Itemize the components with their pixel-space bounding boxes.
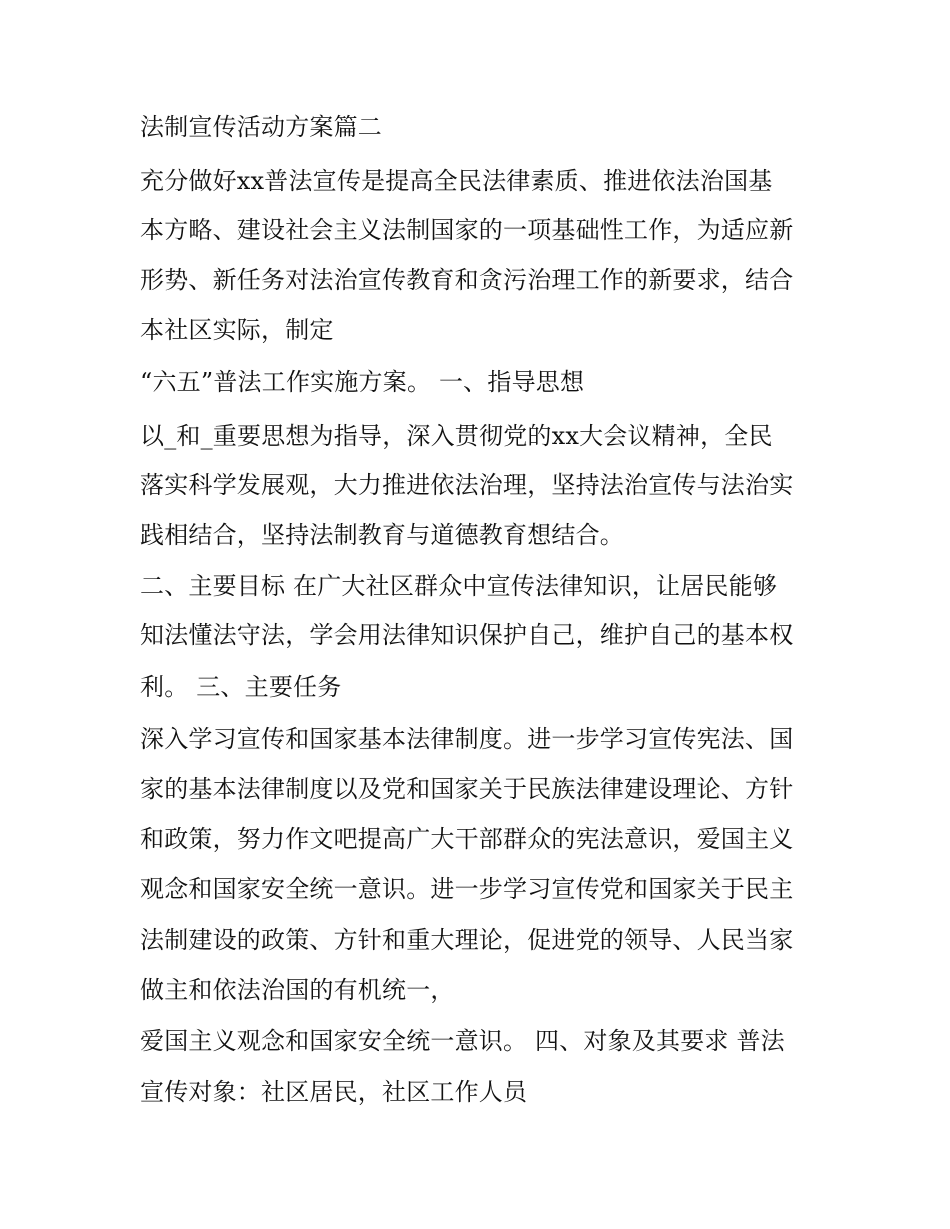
text-line: 形势、新任务对法治宣传教育和贪污治理工作的新要求，结合 xyxy=(140,266,794,294)
text-line: 做主和依法治国的有机统一， xyxy=(140,976,455,1004)
text-line: 知法懂法守法，学会用法律知识保护自己，维护自己的基本权 xyxy=(140,621,794,649)
text-line: “六五”普法工作实施方案。 一、指导思想 xyxy=(140,368,585,396)
text-line: 以_和_重要思想为指导，深入贯彻党的xx大会议精神，全民 xyxy=(140,422,773,450)
text-line: 家的基本法律制度以及党和国家关于民族法律建设理论、方针 xyxy=(140,775,794,803)
text-line: 二、主要目标 在广大社区群众中宣传法律知识，让居民能够 xyxy=(140,572,778,600)
text-line: 和政策，努力作文吧提高广大干部群众的宪法意识，爱国主义 xyxy=(140,825,794,853)
text-line: 爱国主义观念和国家安全统一意识。 四、对象及其要求 普法 xyxy=(140,1027,785,1055)
text-line: 践相结合，坚持法制教育与道德教育想结合。 xyxy=(140,521,624,549)
text-line: 深入学习宣传和国家基本法律制度。进一步学习宣传宪法、国 xyxy=(140,725,794,753)
text-line: 本方略、建设社会主义法制国家的一项基础性工作，为适应新 xyxy=(140,216,794,244)
text-line: 利。 三、主要任务 xyxy=(140,673,342,701)
text-line: 法制建设的政策、方针和重大理论，促进党的领导、人民当家 xyxy=(140,926,794,954)
text-line: 充分做好xx普法宣传是提高全民法律素质、推进依法治国基 xyxy=(140,167,773,195)
text-line: 宣传对象：社区居民，社区工作人员 xyxy=(140,1078,528,1106)
text-line: 观念和国家安全统一意识。进一步学习宣传党和国家关于民主 xyxy=(140,875,794,903)
text-line: 本社区实际，制定 xyxy=(140,316,334,344)
text-line: 落实科学发展观，大力推进依法治理，坚持法治宣传与法治实 xyxy=(140,471,794,499)
document-title: 法制宣传活动方案篇二 xyxy=(140,113,382,141)
